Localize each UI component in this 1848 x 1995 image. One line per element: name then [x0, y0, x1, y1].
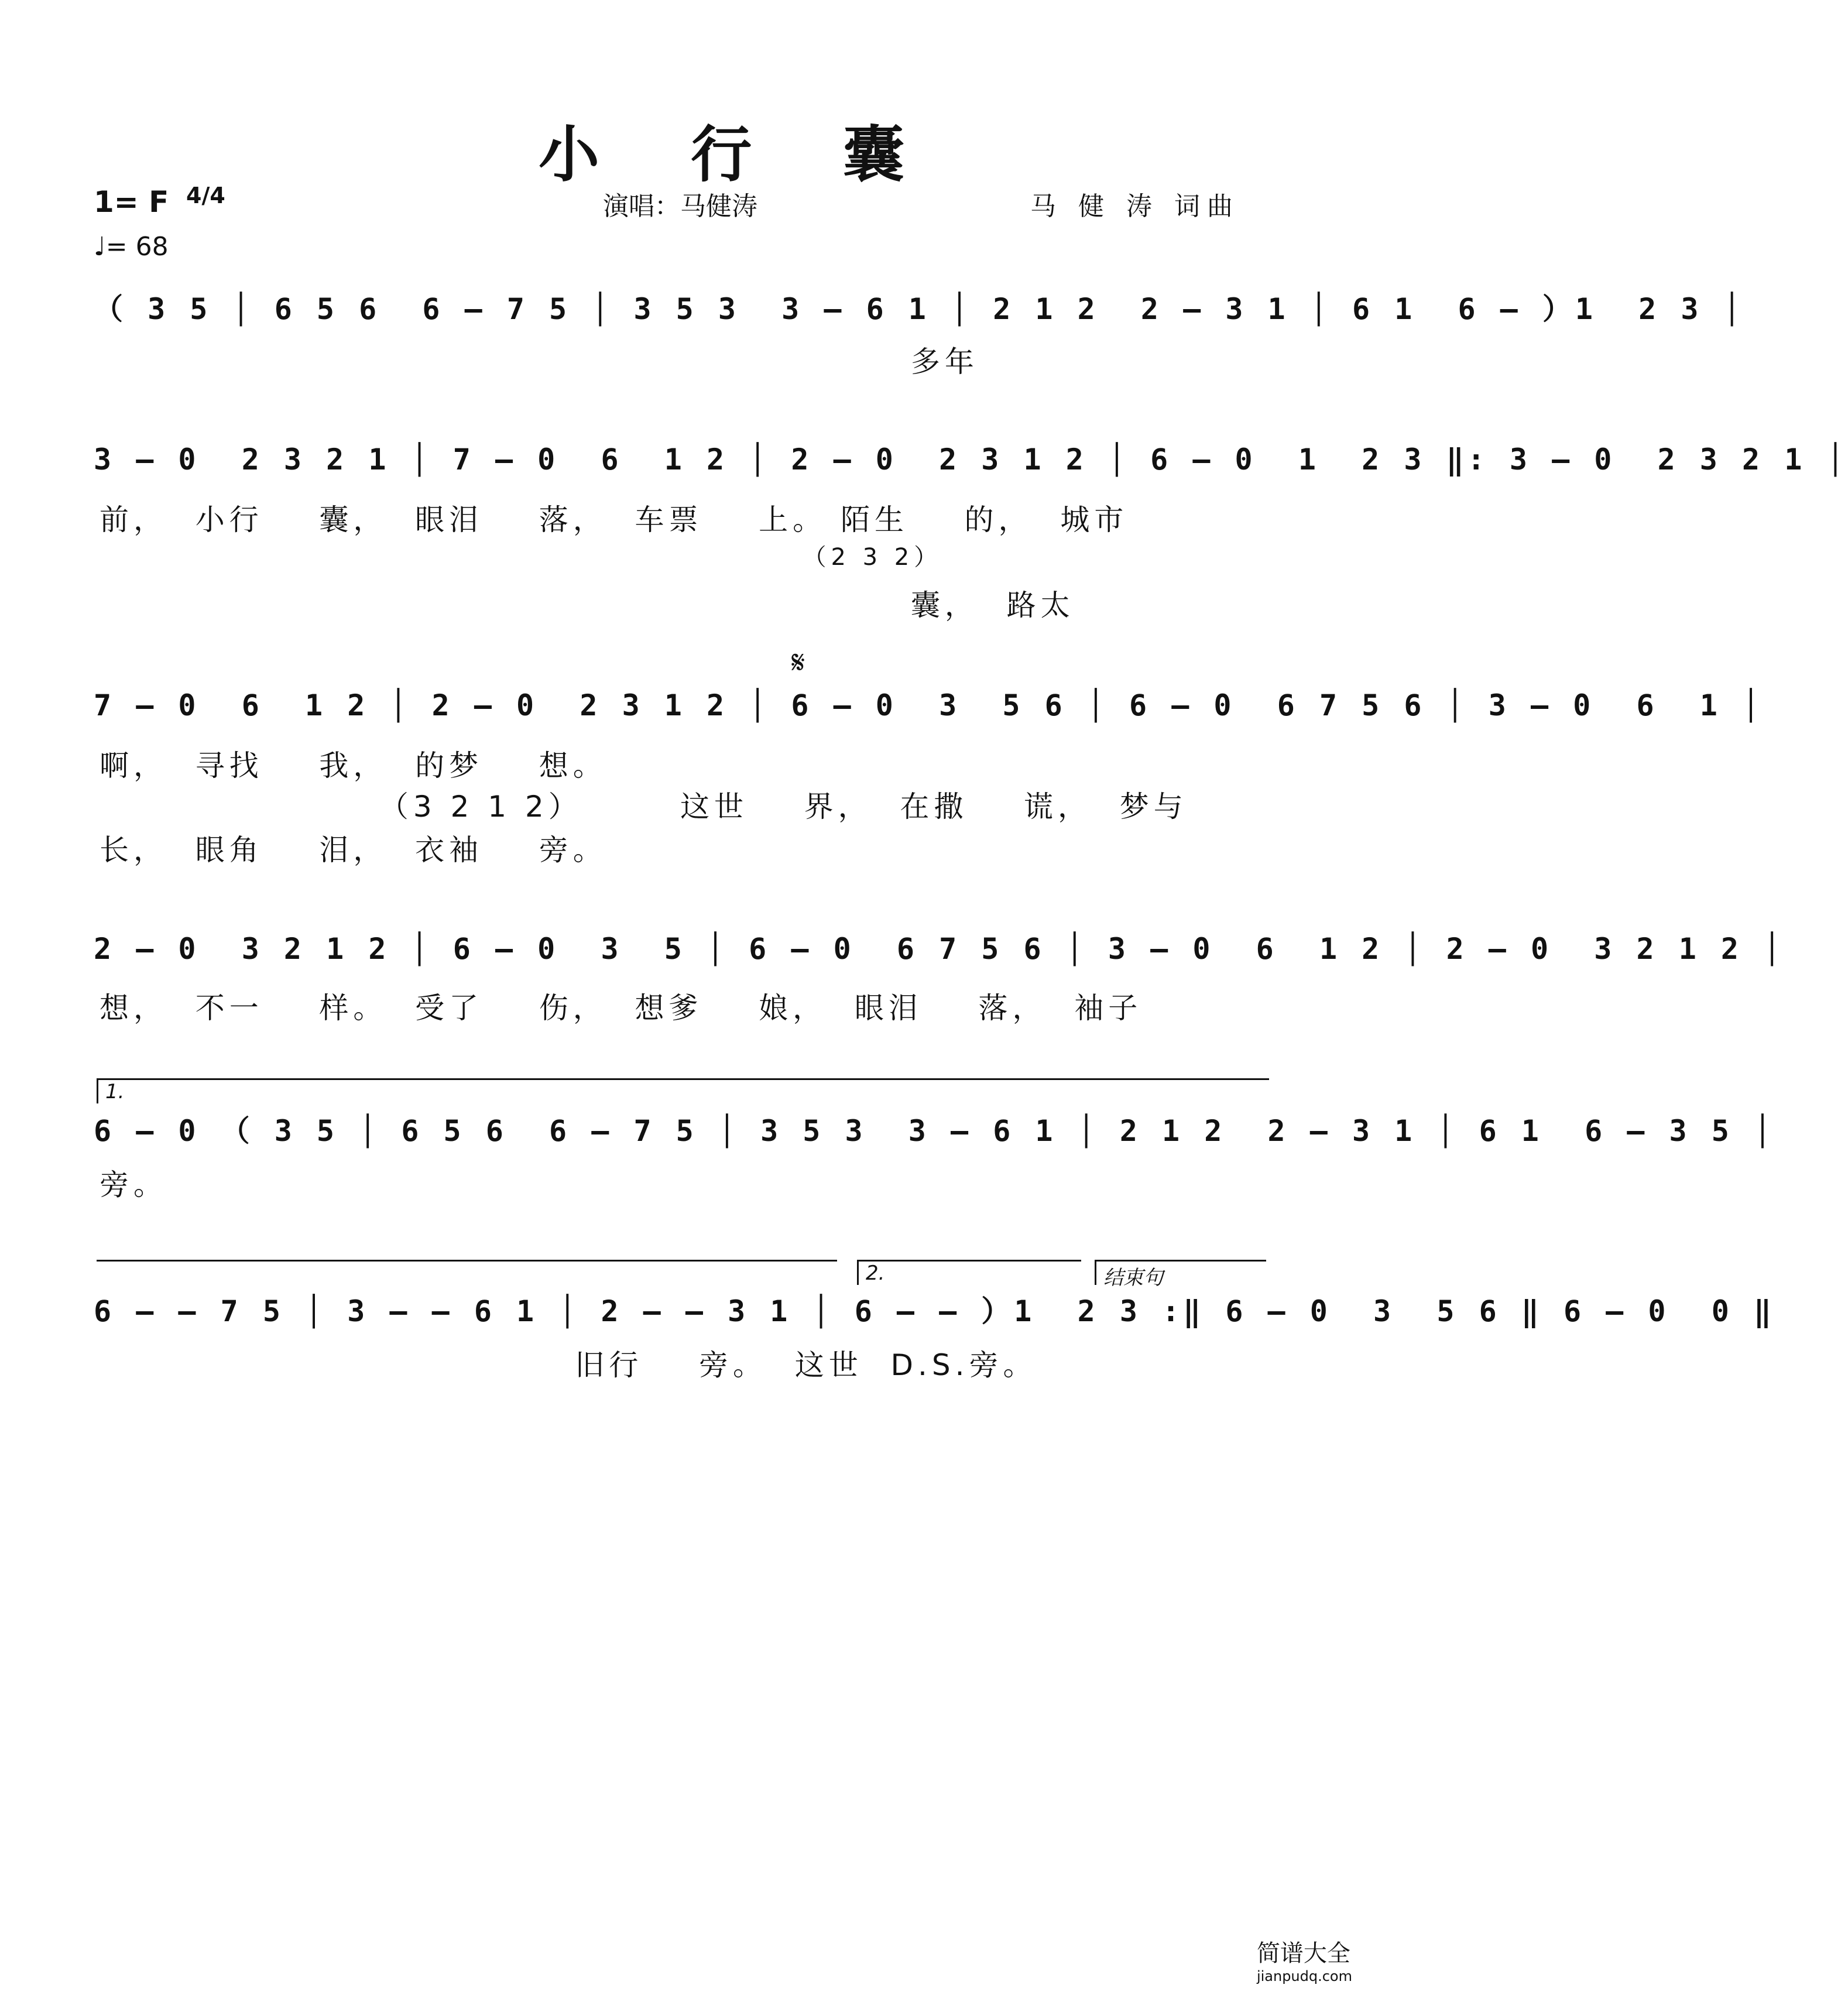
lyric-line-4: 想， 不一 样。 受了 伤， 想爹 娘， 眼泪 落， 袖子 [100, 991, 1143, 1025]
notation-line-5: 6 – 0 （ 3 5 │ 6 5 6 6 – 7 5 │ 3 5 3 3 – 6 1 │ 2 1 2 2 – 3 1 │ 6 1 6 – 3 5 │ [94, 1114, 1775, 1148]
watermark-name: 简谱大全 [1256, 1940, 1350, 1967]
singer-credit: 演唱：马健涛 [603, 191, 757, 221]
watermark [1257, 1935, 1352, 1984]
notation-line-1: （ 3 5 │ 6 5 6 6 – 7 5 │ 3 5 3 3 – 6 1 │ 2 1 2 2 – 3 1 │ 6 1 6 – ）1 2 3 │ [94, 292, 1744, 326]
coda-bracket [1095, 1260, 1266, 1290]
notation-line-3: 7 – 0 6 1 2 │ 2 – 0 2 3 1 2 │ 6 – 0 3 5 6 │ 6 – 0 6 7 5 6 │ 3 – 0 6 1 │ [94, 688, 1764, 722]
tempo-marking: ♩= 68 [94, 232, 169, 262]
first-ending-label: 1. [105, 1080, 125, 1103]
lyric-line-5: 旁。 [100, 1168, 167, 1202]
notation-line-2: 3 – 0 2 3 2 1 │ 7 – 0 6 1 2 │ 2 – 0 2 3 1 2 │ 6 – 0 1 2 3 ‖: 3 – 0 2 3 2 1 │ [94, 443, 1848, 477]
lyric-line-2b: （2 3 2） [100, 544, 942, 571]
key-signature: 1= F [94, 185, 169, 219]
lyric-line-3a: 啊， 寻找 我， 的梦 想。 [100, 749, 607, 783]
segno-sign: 𝄋 [791, 644, 805, 681]
second-ending-bracket [857, 1260, 1081, 1285]
time-signature: 4/4 [186, 183, 225, 208]
notation-line-6: 6 – – 7 5 │ 3 – – 6 1 │ 2 – – 3 1 │ 6 – – ）1 2 3 :‖ 6 – 0 3 5 6 ‖ 6 – 0 0 ‖ [94, 1294, 1775, 1328]
lyric-line-3b: （3 2 1 2） 这世 界， 在撒 谎， 梦与 [100, 790, 1188, 824]
lyric-line-2a: 前， 小行 囊， 眼泪 落， 车票 上。 陌生 的， 城市 [100, 503, 1129, 537]
composer-credit: 马 健 涛 词曲 [1030, 191, 1240, 221]
watermark-url: jianpudq.com [1256, 1968, 1352, 1984]
coda-label: 结束句 [1103, 1266, 1163, 1290]
song-title: 小 行 囊 [539, 118, 940, 190]
notation-line-4: 2 – 0 3 2 1 2 │ 6 – 0 3 5 │ 6 – 0 6 7 5 6 │ 3 – 0 6 1 2 │ 2 – 0 3 2 1 2 │ [94, 932, 1785, 966]
first-ending-continuation [97, 1260, 837, 1285]
lyric-line-1: 多年 [100, 345, 979, 379]
lyric-line-3c: 长， 眼角 泪， 衣袖 旁。 [100, 833, 607, 867]
lyric-line-2c: 囊， 路太 [100, 588, 1075, 622]
first-ending-bracket [97, 1078, 1269, 1103]
second-ending-label: 2. [866, 1262, 885, 1285]
lyric-line-6: 旧行 旁。 这世 D.S.旁。 [100, 1348, 1037, 1382]
